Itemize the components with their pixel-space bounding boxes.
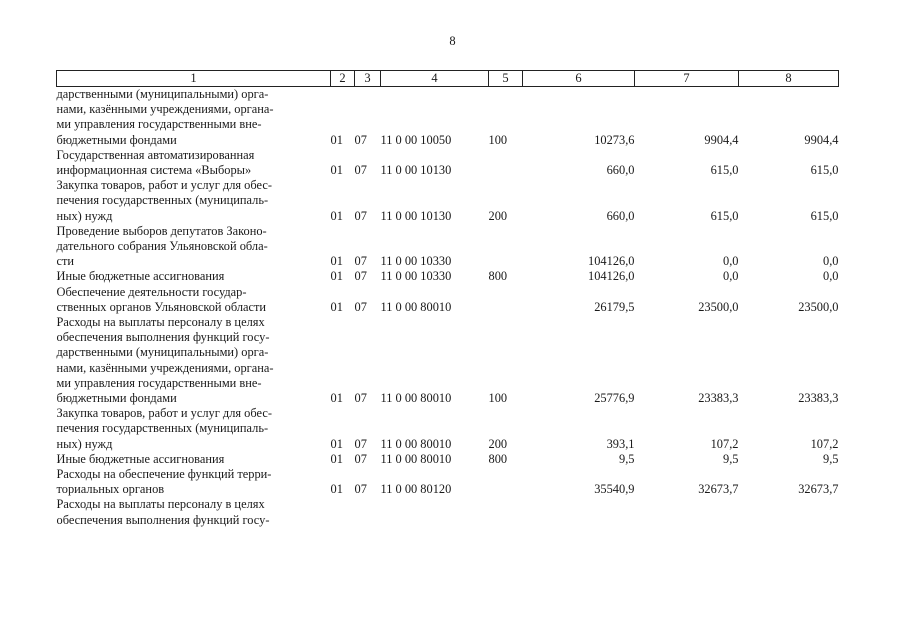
amount-col-7: 23383,3 [698,391,739,406]
ministry-code: 01 [330,436,343,451]
row-name-line: Проведение выборов депутатов Законо- [56,223,267,238]
row-name-line: Расходы на выплаты персоналу в целях [56,497,265,512]
amount-col-7: 615,0 [710,208,739,223]
row-name-line: обеспечения выполнения функций госу- [56,330,270,345]
target-article-code: 11 0 00 80120 [380,482,452,497]
expense-type-code [489,148,523,178]
column-header: 4 [381,71,489,87]
expense-type-code [489,224,523,270]
amount-col-8: 0,0 [823,254,839,269]
row-name-line: печения государственных (муниципаль- [56,421,269,436]
row-name-line: ми управления государственными вне- [56,375,262,390]
row-name-line: ных) нужд [56,436,113,451]
column-header: 5 [489,71,523,87]
table-row [57,269,839,284]
section-code: 07 [354,451,367,466]
expense-type-code: 100 [488,132,508,147]
amount-col-7: 0,0 [723,269,739,284]
ministry-code: 01 [330,451,343,466]
section-code: 07 [354,482,367,497]
target-article-code: 11 0 00 10130 [380,208,452,223]
header-row [57,71,839,87]
amount-col-6 [523,497,635,527]
expense-type-code: 800 [488,269,508,284]
amount-col-8: 23500,0 [798,299,839,314]
page-number: 8 [449,34,456,48]
row-name [57,452,331,467]
ministry-code: 01 [330,208,343,223]
table-row [57,285,839,315]
expense-type-code [489,497,523,527]
amount-col-6: 104126,0 [588,254,635,269]
table-row [57,406,839,452]
expense-type-code: 200 [488,208,508,223]
amount-col-6: 9,5 [619,451,635,466]
target-article-code: 11 0 00 10330 [380,254,452,269]
row-name-line: нами, казёнными учреждениями, органа- [56,360,274,375]
amount-col-8: 9904,4 [804,132,839,147]
amount-col-6: 660,0 [606,163,635,178]
table-body [57,87,839,528]
target-article-code: 11 0 00 10330 [380,269,452,284]
row-name-line: дательного собрания Ульяновской обла- [56,239,268,254]
ministry-code [331,497,355,527]
section-code: 07 [354,299,367,314]
column-header: 2 [331,71,355,87]
target-article-code: 11 0 00 80010 [380,451,452,466]
row-name [57,178,331,224]
row-name [57,467,331,497]
row-name [57,406,331,452]
section-code: 07 [354,436,367,451]
expense-type-code [489,285,523,315]
amount-col-7: 23500,0 [698,299,739,314]
amount-col-7: 9904,4 [704,132,739,147]
amount-col-7: 32673,7 [698,482,739,497]
row-name-line: ториальных органов [56,482,165,497]
row-name [57,285,331,315]
table-row [57,148,839,178]
column-header: 6 [523,71,635,87]
row-name-line: информационная система «Выборы» [56,163,252,178]
amount-col-7: 0,0 [723,254,739,269]
row-name-line: ми управления государственными вне- [56,117,262,132]
row-name-line: ственных органов Ульяновской области [56,299,267,314]
row-name [57,224,331,270]
section-code: 07 [354,391,367,406]
row-name-line: Расходы на обеспечение функций терри- [56,467,272,482]
row-name-line: Закупка товаров, работ и услуг для обес- [56,178,272,193]
amount-col-8: 107,2 [810,436,839,451]
row-name-line: сти [56,254,75,269]
amount-col-7: 107,2 [710,436,739,451]
amount-col-7 [635,497,739,527]
row-name [57,87,331,148]
amount-col-8: 615,0 [810,208,839,223]
table-row [57,497,839,527]
target-article-code: 11 0 00 10130 [380,163,452,178]
table-row [57,467,839,497]
amount-col-8: 23383,3 [798,391,839,406]
table-row [57,315,839,406]
ministry-code: 01 [330,163,343,178]
row-name-line: Закупка товаров, работ и услуг для обес- [56,406,272,421]
target-article-code: 11 0 00 80010 [380,436,452,451]
row-name-line: Иные бюджетные ассигнования [56,269,225,284]
row-name-line: дарственными (муниципальными) орга- [56,345,269,360]
ministry-code: 01 [330,482,343,497]
column-header: 1 [57,71,331,87]
ministry-code: 01 [330,299,343,314]
amount-col-8: 9,5 [823,451,839,466]
row-name-line: нами, казёнными учреждениями, органа- [56,102,274,117]
amount-col-6: 10273,6 [594,132,635,147]
table-row [57,87,839,148]
expense-type-code: 800 [488,451,508,466]
row-name-line: ных) нужд [56,208,113,223]
amount-col-6: 104126,0 [588,269,635,284]
amount-col-7: 9,5 [723,451,739,466]
expense-type-code [489,467,523,497]
target-article-code [381,497,489,527]
target-article-code: 11 0 00 10050 [380,132,452,147]
row-name-line: печения государственных (муниципаль- [56,193,269,208]
section-code: 07 [354,269,367,284]
amount-col-8: 0,0 [823,269,839,284]
budget-table [56,70,839,528]
section-code: 07 [354,254,367,269]
ministry-code: 01 [330,132,343,147]
table-row [57,224,839,270]
amount-col-8 [739,497,839,527]
expense-type-code: 100 [488,391,508,406]
column-header: 8 [739,71,839,87]
amount-col-8: 615,0 [810,163,839,178]
row-name-line: Расходы на выплаты персоналу в целях [56,315,265,330]
amount-col-8: 32673,7 [798,482,839,497]
row-name [57,315,331,406]
row-name-line: Иные бюджетные ассигнования [56,451,225,466]
column-header: 3 [355,71,381,87]
row-name [57,148,331,178]
section-code: 07 [354,163,367,178]
ministry-code: 01 [330,391,343,406]
expense-type-code: 200 [488,436,508,451]
row-name-line: Государственная автоматизированная [56,147,255,162]
row-name-line: Обеспечение деятельности государ- [56,284,247,299]
row-name-line: обеспечения выполнения функций госу- [56,512,270,527]
ministry-code: 01 [330,269,343,284]
section-code: 07 [354,132,367,147]
section-code [355,497,381,527]
target-article-code: 11 0 00 80010 [380,299,452,314]
amount-col-6: 25776,9 [594,391,635,406]
amount-col-6: 26179,5 [594,299,635,314]
row-name [57,497,331,527]
row-name-line: бюджетными фондами [56,391,177,406]
section-code: 07 [354,208,367,223]
column-header: 7 [635,71,739,87]
amount-col-6: 660,0 [606,208,635,223]
row-name-line: бюджетными фондами [56,132,177,147]
table-row [57,178,839,224]
row-name-line: дарственными (муниципальными) орга- [56,87,269,101]
amount-col-6: 35540,9 [594,482,635,497]
table-row [57,452,839,467]
row-name [57,269,331,284]
ministry-code: 01 [330,254,343,269]
amount-col-6: 393,1 [606,436,635,451]
target-article-code: 11 0 00 80010 [380,391,452,406]
amount-col-7: 615,0 [710,163,739,178]
